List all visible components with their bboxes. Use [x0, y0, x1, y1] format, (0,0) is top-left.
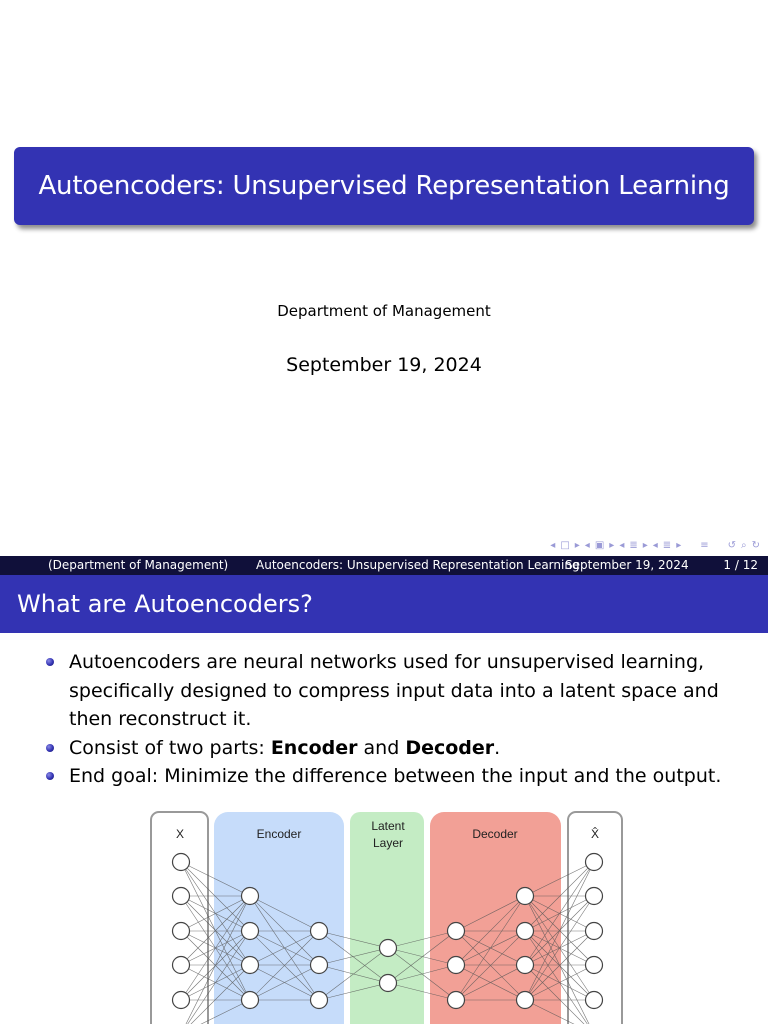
bullet-text-prefix: Consist of two parts:: [69, 736, 271, 759]
bullet-text-suffix: .: [494, 736, 501, 759]
network-node: [242, 888, 259, 905]
footline: [0, 556, 768, 575]
presentation-title: Autoencoders: Unsupervised Representation Learning: [38, 171, 730, 201]
nav-next-frame-icon[interactable]: ▸: [609, 540, 615, 551]
network-node: [311, 923, 328, 940]
autoencoder-diagram: [145, 808, 630, 1024]
latent-label-line2: Layer: [372, 836, 404, 850]
bullet-text-middle: and: [357, 736, 406, 759]
network-node: [173, 854, 190, 871]
network-node: [242, 957, 259, 974]
network-node: [517, 923, 534, 940]
bullet-text: Autoencoders are neural networks used for unsupervised learning, specifically designed to compress input data into a latent space and then reconstruct it.: [69, 651, 719, 730]
decoder-label: Decoder: [472, 827, 518, 841]
network-node: [242, 923, 259, 940]
decoder-region: [430, 812, 561, 1024]
network-node: [586, 957, 603, 974]
network-node: [311, 992, 328, 1009]
nav-slide-icon[interactable]: □: [560, 540, 570, 551]
bullet-item: [44, 734, 754, 763]
frame-title: What are Autoencoders?: [17, 590, 313, 618]
network-node: [173, 923, 190, 940]
network-node: [380, 940, 397, 957]
nav-next-slide-icon[interactable]: ▸: [574, 540, 580, 551]
network-node: [173, 957, 190, 974]
bullet-bold-encoder: Encoder: [270, 736, 358, 759]
footline-page-number: 1 / 12: [723, 558, 758, 572]
bullet-icon: [46, 658, 54, 666]
network-node: [311, 957, 328, 974]
bullet-bold-decoder: Decoder: [405, 736, 495, 759]
nav-next-section-icon[interactable]: ▸: [676, 540, 682, 551]
network-node: [242, 992, 259, 1009]
nav-document-icon[interactable]: ≡: [700, 540, 709, 551]
nav-forward-icon[interactable]: ↻: [751, 540, 760, 551]
nav-search-icon[interactable]: ⌕: [741, 540, 747, 551]
network-node: [586, 923, 603, 940]
footline-date: September 19, 2024: [565, 558, 689, 572]
nav-prev-frame-icon[interactable]: ◂: [584, 540, 590, 551]
bullet-list: [44, 648, 754, 791]
network-node: [448, 923, 465, 940]
footline-title: Autoencoders: Unsupervised Representation Learning: [256, 558, 580, 572]
network-node: [173, 992, 190, 1009]
presentation-date: September 19, 2024: [286, 354, 482, 376]
network-node: [380, 975, 397, 992]
network-node: [586, 992, 603, 1009]
network-node: [517, 957, 534, 974]
bullet-icon: [46, 772, 54, 780]
bullet-item: [44, 648, 754, 734]
bullet-icon: [46, 744, 54, 752]
navigation-bar: [550, 539, 760, 553]
frame-title-bar: [0, 575, 768, 633]
institute: Department of Management: [277, 302, 491, 320]
bullet-text: End goal: Minimize the difference between the input and the output.: [69, 765, 722, 787]
network-node: [448, 992, 465, 1009]
nav-frame-icon[interactable]: ▣: [594, 540, 605, 551]
network-node: [517, 992, 534, 1009]
network-node: [448, 957, 465, 974]
nav-prev-slide-icon[interactable]: ◂: [550, 540, 556, 551]
latent-label-line1: Latent: [371, 819, 405, 833]
nav-prev-subsection-icon[interactable]: ◂: [619, 540, 625, 551]
nav-subsection-icon[interactable]: ≣: [629, 540, 638, 551]
encoder-region: [214, 812, 344, 1024]
network-node: [173, 888, 190, 905]
nav-next-subsection-icon[interactable]: ▸: [642, 540, 648, 551]
footline-institute: (Department of Management): [48, 558, 229, 572]
network-node: [586, 854, 603, 871]
output-label: X̂: [590, 827, 600, 841]
nav-back-icon[interactable]: ↺: [727, 540, 736, 551]
encoder-label: Encoder: [256, 827, 302, 841]
network-node: [586, 888, 603, 905]
network-node: [517, 888, 534, 905]
title-box: [14, 147, 754, 225]
input-label: X: [175, 827, 185, 841]
nav-section-icon[interactable]: ≣: [662, 540, 672, 551]
nav-prev-section-icon[interactable]: ◂: [652, 540, 658, 551]
bullet-item: [44, 762, 754, 791]
